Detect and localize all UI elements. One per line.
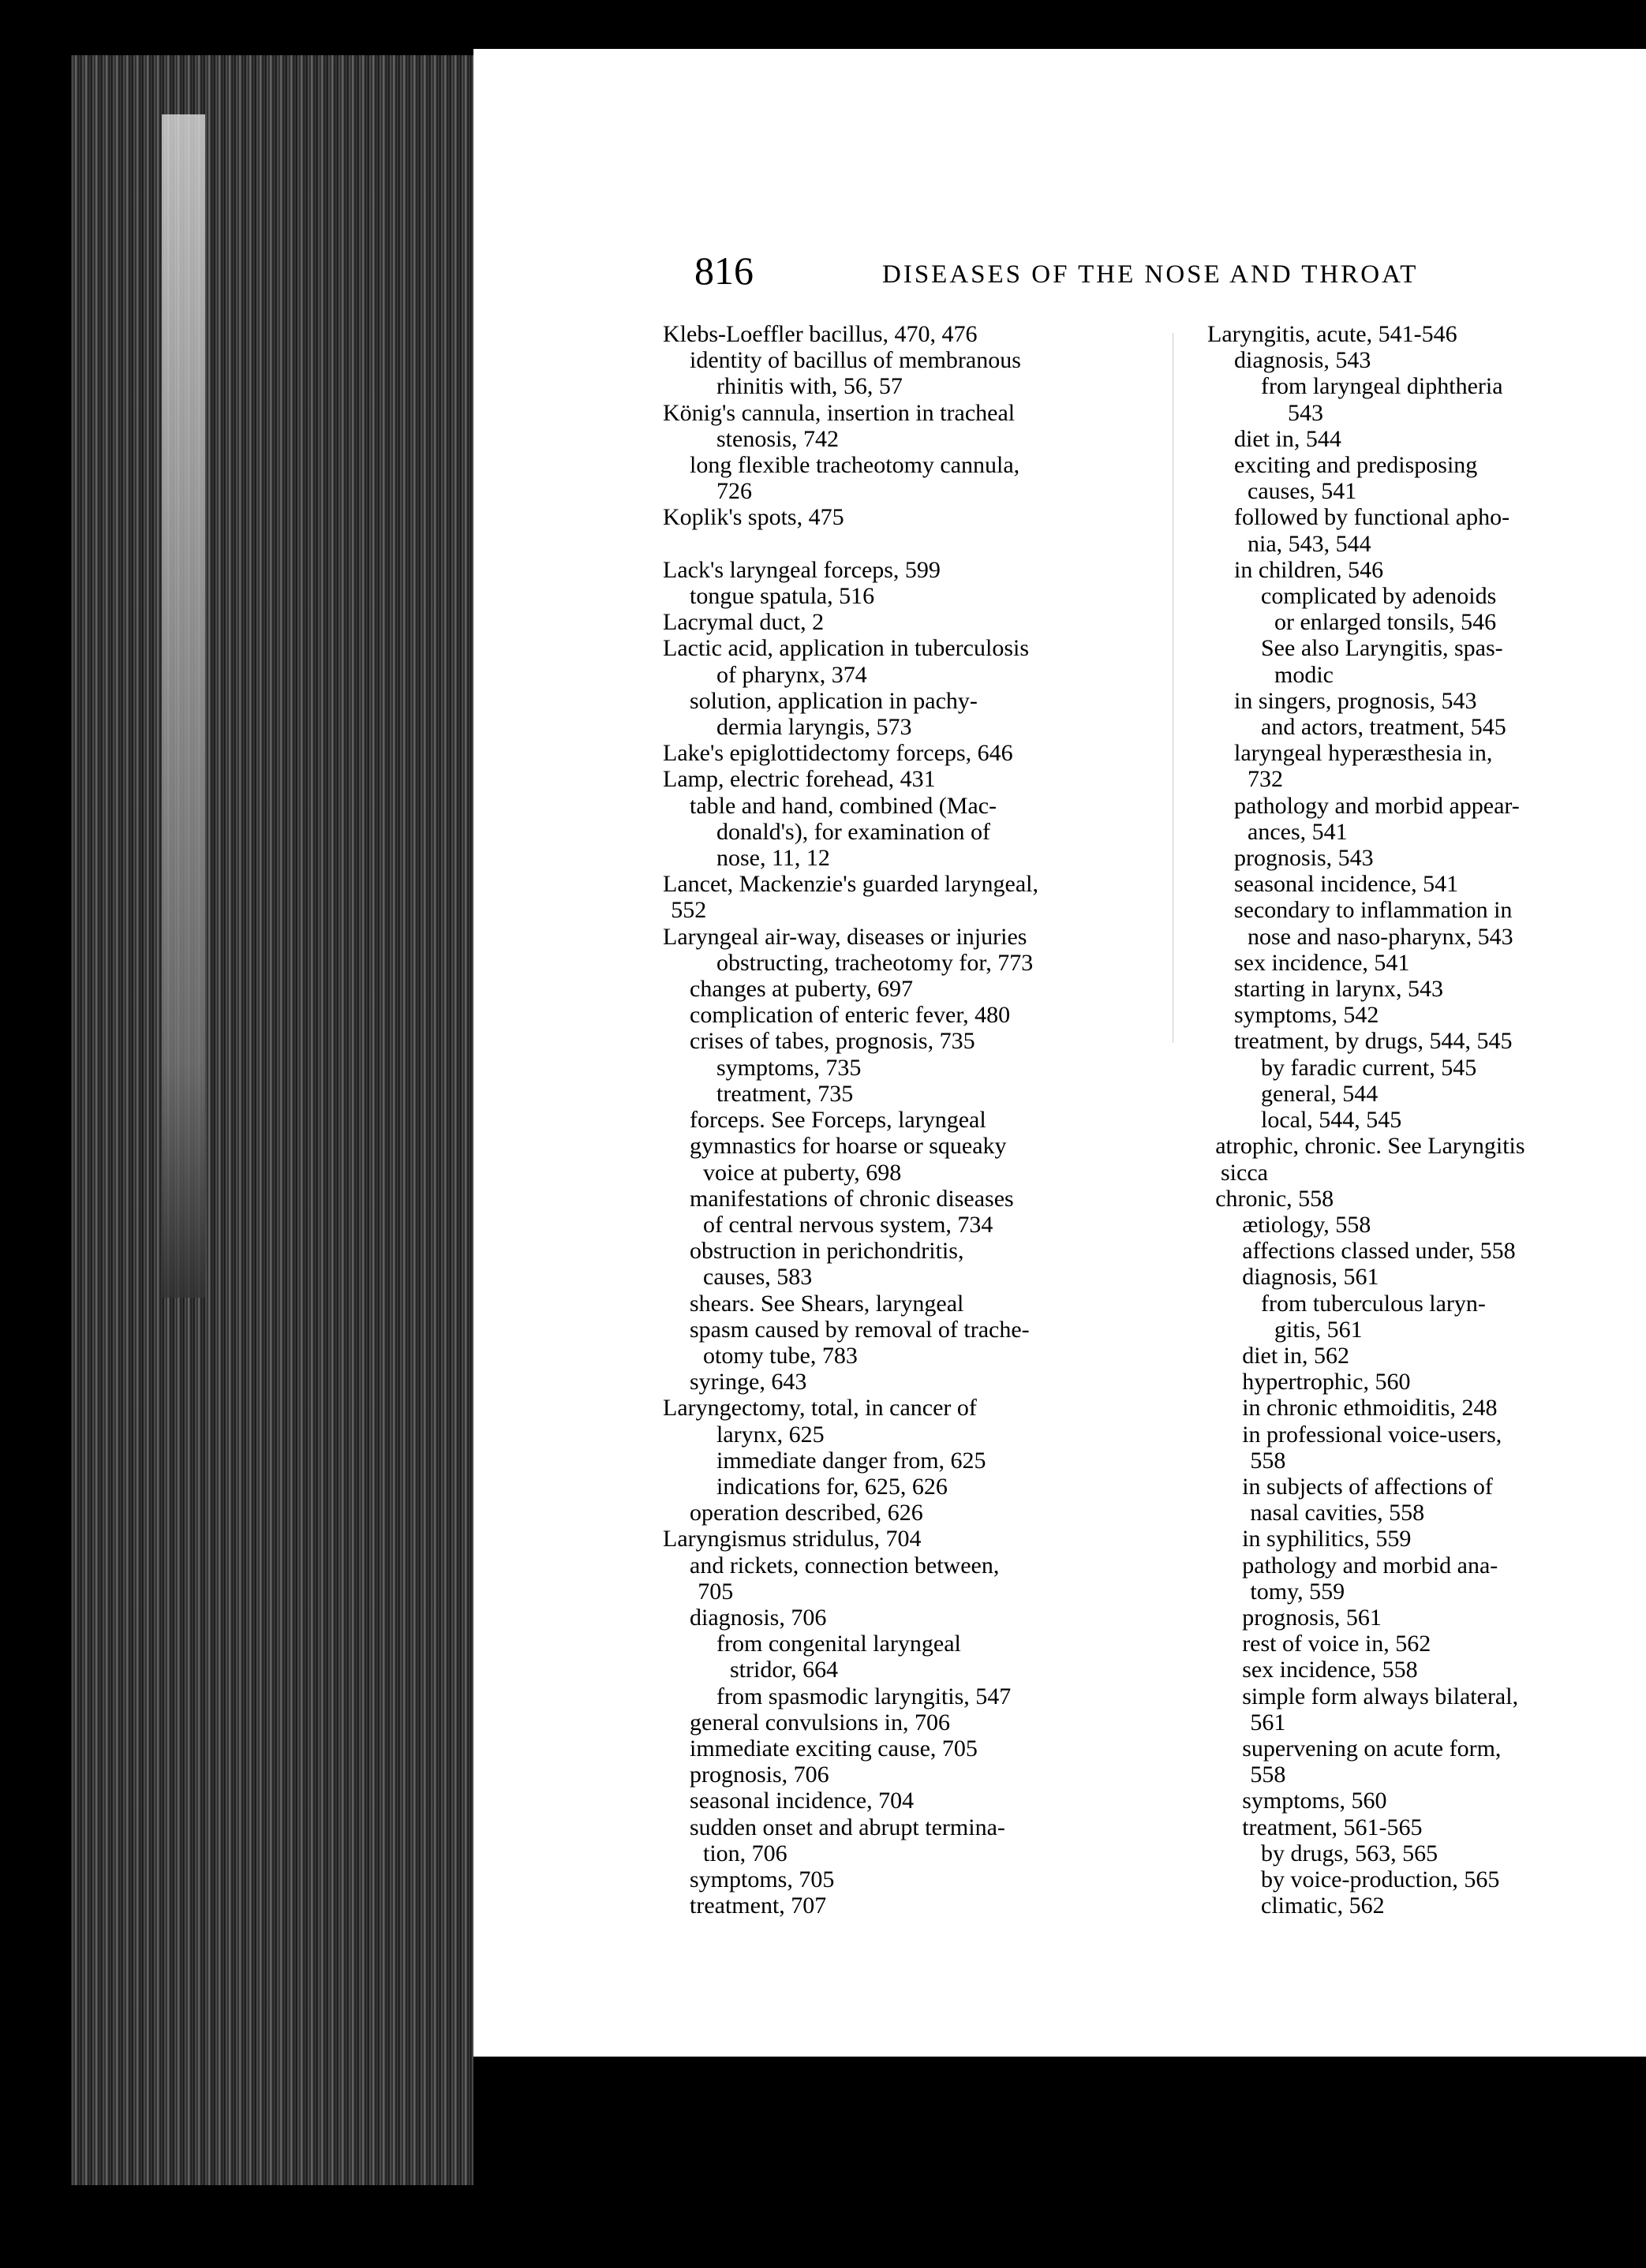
index-entry: sicca (1221, 1159, 1268, 1186)
index-entry: Klebs-Loeffler bacillus, 470, 476 (663, 321, 978, 347)
index-entry: Laryngitis, acute, 541-546 (1207, 321, 1457, 347)
index-entry: or enlarged tonsils, 546 (1274, 609, 1497, 636)
index-entry: and rickets, connection between, (690, 1552, 1000, 1579)
index-entry: stenosis, 742 (716, 425, 840, 452)
index-entry: tion, 706 (703, 1840, 787, 1866)
index-entry: in syphilitics, 559 (1242, 1526, 1412, 1552)
index-entry: changes at puberty, 697 (690, 976, 913, 1003)
index-entry: Laryngectomy, total, in cancer of (663, 1395, 977, 1422)
index-entry: treatment, 561-565 (1242, 1814, 1423, 1840)
index-entry: symptoms, 542 (1234, 1002, 1379, 1029)
index-entry: starting in larynx, 543 (1234, 976, 1443, 1003)
index-entry: prognosis, 543 (1234, 845, 1374, 872)
index-entry: in singers, prognosis, 543 (1234, 687, 1477, 714)
index-entry: of central nervous system, 734 (703, 1211, 993, 1238)
page-number: 816 (694, 248, 754, 293)
index-entry: Laryngeal air-way, diseases or injuries (663, 923, 1027, 950)
index-column-right (1207, 321, 1646, 1919)
book-spine-highlight (162, 114, 205, 1298)
running-head: DISEASES OF THE NOSE AND THROAT (882, 260, 1419, 289)
index-entry: tongue spatula, 516 (690, 583, 875, 610)
index-entry: Lacrymal duct, 2 (663, 609, 825, 636)
index-entry: 558 (1250, 1447, 1286, 1474)
index-entry: treatment, 735 (716, 1080, 854, 1107)
index-entry: prognosis, 561 (1242, 1604, 1382, 1631)
index-entry: donald's), for examination of (716, 818, 990, 845)
index-entry: causes, 583 (703, 1264, 813, 1291)
index-entry: 552 (671, 897, 707, 924)
index-entry: followed by functional apho- (1234, 504, 1510, 531)
index-entry: from tuberculous laryn- (1261, 1290, 1486, 1317)
index-entry: obstructing, tracheotomy for, 773 (716, 949, 1034, 976)
book-page (473, 49, 1646, 2057)
index-entry: tomy, 559 (1250, 1578, 1345, 1605)
index-entry: syringe, 643 (690, 1369, 807, 1396)
index-entry: Lancet, Mackenzie's guarded laryngeal, (663, 871, 1039, 898)
index-entry: pathology and morbid ana- (1242, 1552, 1498, 1579)
index-entry: voice at puberty, 698 (703, 1159, 902, 1186)
index-entry: otomy tube, 783 (703, 1342, 858, 1369)
index-entry: symptoms, 560 (1242, 1788, 1387, 1814)
index-entry: indications for, 625, 626 (716, 1473, 948, 1500)
index-entry: causes, 541 (1248, 478, 1357, 505)
index-entry: nasal cavities, 558 (1250, 1500, 1425, 1526)
index-entry: by drugs, 563, 565 (1261, 1840, 1438, 1866)
index-entry: from spasmodic laryngitis, 547 (716, 1683, 1012, 1709)
index-entry: nia, 543, 544 (1248, 530, 1371, 557)
index-entry: of pharynx, 374 (716, 661, 867, 688)
index-entry: by voice-production, 565 (1261, 1866, 1500, 1892)
index-entry: ances, 541 (1248, 818, 1348, 845)
index-entry: hypertrophic, 560 (1242, 1369, 1411, 1396)
index-entry: shears. See Shears, laryngeal (690, 1290, 964, 1317)
index-entry: chronic, 558 (1215, 1185, 1334, 1212)
index-entry: diagnosis, 706 (690, 1604, 827, 1631)
index-entry: Lactic acid, application in tuberculosis (663, 635, 1030, 662)
index-entry: spasm caused by removal of trache- (690, 1316, 1030, 1343)
index-entry: local, 544, 545 (1261, 1107, 1402, 1134)
index-entry: See also Laryngitis, spas- (1261, 635, 1503, 662)
index-entry: simple form always bilateral, (1242, 1683, 1519, 1709)
index-entry: in professional voice-users, (1242, 1421, 1502, 1448)
index-entry: long flexible tracheotomy cannula, (690, 452, 1020, 479)
index-entry: gymnastics for hoarse or squeaky (690, 1133, 1007, 1160)
index-entry: Lamp, electric forehead, 431 (663, 766, 936, 793)
index-entry: complicated by adenoids (1261, 583, 1497, 610)
book-page-edges (71, 55, 473, 2185)
index-entry: prognosis, 706 (690, 1762, 829, 1788)
index-entry: stridor, 664 (730, 1657, 839, 1683)
index-entry: König's cannula, insertion in tracheal (663, 399, 1016, 426)
index-entry: sex incidence, 541 (1234, 949, 1410, 976)
index-entry: exciting and predisposing (1234, 452, 1478, 479)
index-entry: laryngeal hyperæsthesia in, (1234, 740, 1493, 767)
index-entry: symptoms, 705 (690, 1866, 835, 1892)
index-entry: treatment, by drugs, 544, 545 (1234, 1028, 1513, 1055)
index-entry: 561 (1250, 1709, 1286, 1736)
index-entry: identity of bacillus of membranous (690, 347, 1021, 374)
index-entry: 543 (1288, 399, 1323, 426)
index-entry: manifestations of chronic diseases (690, 1185, 1014, 1212)
index-entry: atrophic, chronic. See Laryngitis (1215, 1133, 1525, 1160)
index-entry: general, 544 (1261, 1080, 1379, 1107)
index-entry: in chronic ethmoiditis, 248 (1242, 1395, 1498, 1422)
index-entry: diagnosis, 543 (1234, 347, 1371, 374)
index-entry: larynx, 625 (716, 1421, 825, 1448)
index-entry: in subjects of affections of (1242, 1473, 1493, 1500)
index-entry: from congenital laryngeal (716, 1631, 961, 1657)
page-header (473, 248, 1646, 311)
index-entry: complication of enteric fever, 480 (690, 1002, 1011, 1029)
index-entry: diagnosis, 561 (1242, 1264, 1379, 1291)
index-entry: 558 (1250, 1762, 1286, 1788)
index-entry: forceps. See Forceps, laryngeal (690, 1107, 986, 1134)
index-entry: modic (1274, 661, 1334, 688)
index-entry: supervening on acute form, (1242, 1735, 1502, 1762)
index-entry: Lake's epiglottidectomy forceps, 646 (663, 740, 1013, 767)
index-entry: seasonal incidence, 541 (1234, 871, 1459, 898)
index-entry: diet in, 544 (1234, 425, 1341, 452)
index-entry: solution, application in pachy- (690, 687, 978, 714)
index-entry: Lack's laryngeal forceps, 599 (663, 556, 941, 583)
index-entry: symptoms, 735 (716, 1054, 862, 1081)
index-entry: from laryngeal diphtheria (1261, 373, 1503, 400)
index-entry: 732 (1248, 766, 1283, 793)
index-entry: gitis, 561 (1274, 1316, 1363, 1343)
index-entry: crises of tabes, prognosis, 735 (690, 1028, 975, 1055)
index-entry: secondary to inflammation in (1234, 897, 1513, 924)
index-entry: rhinitis with, 56, 57 (716, 373, 903, 400)
index-entry: ætiology, 558 (1242, 1211, 1371, 1238)
index-entry: diet in, 562 (1242, 1342, 1350, 1369)
index-entry: Koplik's spots, 475 (663, 504, 844, 531)
index-entry: sex incidence, 558 (1242, 1657, 1418, 1683)
index-entry: general convulsions in, 706 (690, 1709, 950, 1736)
index-entry: Laryngismus stridulus, 704 (663, 1526, 922, 1552)
index-entry: immediate danger from, 625 (716, 1447, 986, 1474)
index-entry: nose, 11, 12 (716, 845, 830, 872)
index-entry: in children, 546 (1234, 556, 1384, 583)
index-entry: operation described, 626 (690, 1500, 923, 1526)
index-entry: by faradic current, 545 (1261, 1054, 1477, 1081)
index-entry: 726 (716, 478, 752, 505)
index-entry: immediate exciting cause, 705 (690, 1735, 978, 1762)
index-entry: and actors, treatment, 545 (1261, 714, 1506, 741)
index-entry: obstruction in perichondritis, (690, 1238, 964, 1265)
index-entry: sudden onset and abrupt termina- (690, 1814, 1005, 1840)
index-entry (663, 531, 1136, 557)
index-entry: 705 (698, 1578, 734, 1605)
index-entry: pathology and morbid appear- (1234, 792, 1520, 819)
index-entry: climatic, 562 (1261, 1892, 1385, 1919)
index-entry: dermia laryngis, 573 (716, 714, 912, 741)
index-entry: seasonal incidence, 704 (690, 1788, 915, 1814)
index-entry: treatment, 707 (690, 1892, 827, 1919)
index-column-left (663, 321, 1136, 1919)
index-entry: rest of voice in, 562 (1242, 1631, 1431, 1657)
index-entry: affections classed under, 558 (1242, 1238, 1516, 1265)
index-entry: nose and naso-pharynx, 543 (1248, 923, 1513, 950)
index-entry: table and hand, combined (Mac- (690, 792, 997, 819)
